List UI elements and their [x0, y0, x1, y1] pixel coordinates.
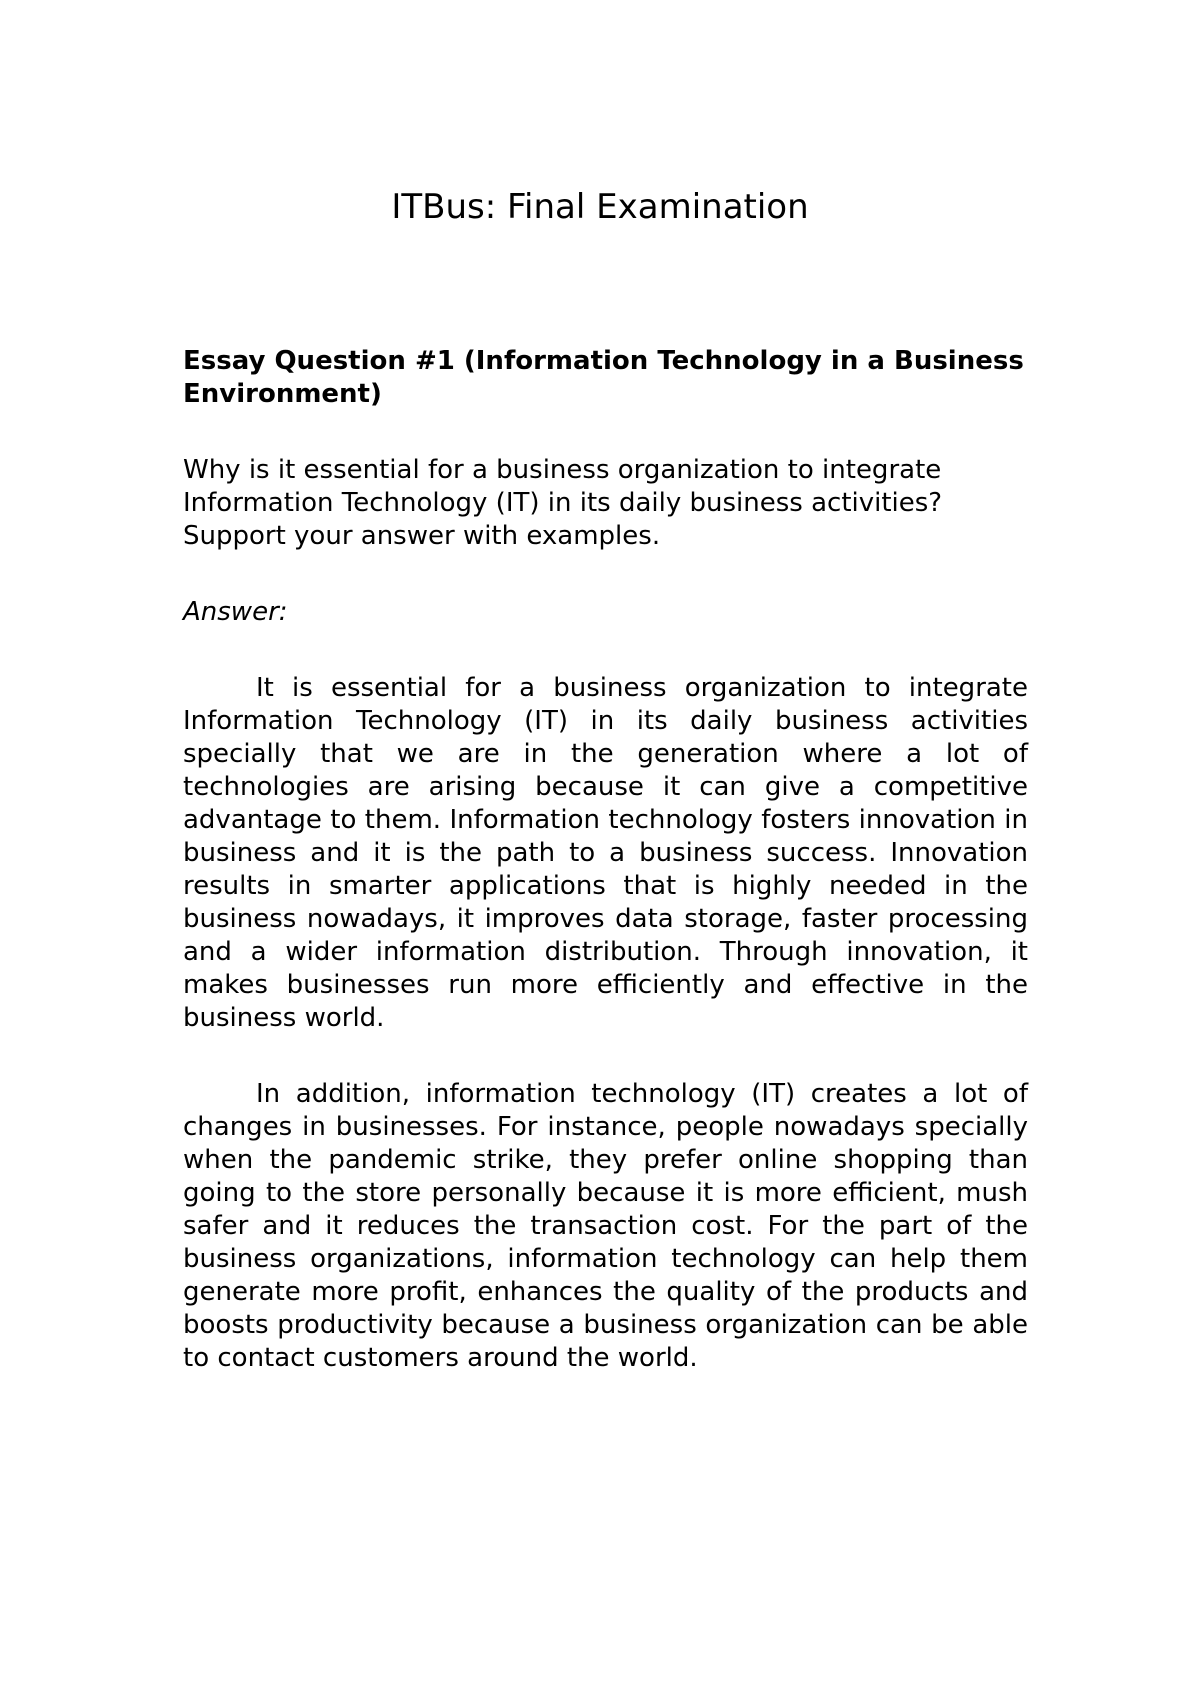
answer-paragraph-1: It is essential for a business organization to integrate Information Technology (IT) in its daily business activities specially that we are in the generation where a lot of technologies are arising because it can give a competitive advantage to them. Information technology fosters innovation in business and it is the path to a business success. Innovation results in smarter applications that is highly needed in the business nowadays, it improves data storage, faster processing and a wider information distribution. Through innovation, it makes businesses run more efficiently and effective in the business world. [183, 673, 1028, 1033]
answer-label: Answer: [183, 597, 288, 627]
question-text: Why is it essential for a business organization to integrate Information Technology (IT) in its daily business activities? Support your answer with examples. [183, 455, 943, 551]
document-body [183, 345, 1028, 1375]
document-title: ITBus: Final Examination [391, 187, 809, 227]
answer-paragraph-2: In addition, information technology (IT) creates a lot of changes in businesses. For instance, people nowadays specially when the pandemic strike, they prefer online shopping than going to the store personally because it is more efficient, mush safer and it reduces the transaction cost. For the part of the business organizations, information technology can help them generate more profit, enhances the quality of the products and boosts productivity because a business organization can be able to contact customers around the world. [183, 1079, 1028, 1373]
question-heading: Essay Question #1 (Information Technology in a Business Environment) [183, 346, 1024, 409]
